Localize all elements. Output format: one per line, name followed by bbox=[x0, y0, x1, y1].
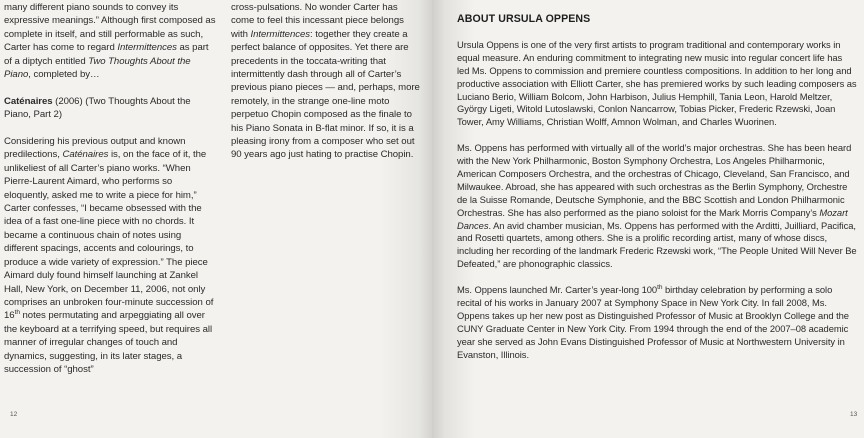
paragraph: Ms. Oppens launched Mr. Carter’s year-long 100th birthday celebration by performing a solo recital of his works in January 2007 at Symphony Space in New York City. In fall 2008, Ms. Oppens takes up her new post as Distinguished Professor of Music at Brooklyn College and the CUNY Graduate Center in New York City. From 1994 through the end of the 2007–08 academic year she served as John Evans Distinguished Professor of Music at Northwestern University in Evanston, Illinois. bbox=[457, 284, 849, 360]
section-heading: ABOUT URSULA OPPENS bbox=[457, 13, 591, 25]
paragraph: cross-pulsations. No wonder Carter has come to feel this incessant piece belongs with Intermittences: together they create a perfect balance of opposites. Yet there are precedents in the toccata-writing that intermittently dash through all of Carter’s previous piano pieces — and, perhaps, more remotely, in the strange one-line moto perpetuo Chopin composed as the finale to his Piano Sonata in B-flat minor. If so, it is a pleasing irony from a composer who set out 90 years ago just hating to practise Chopin. bbox=[231, 2, 420, 161]
paragraph: many different piano sounds to convey its expressive meanings.” Although first composed as complete in itself, and still performable as such, Carter has come to regard Intermittences as part of a diptych entitled Two Thoughts About the Piano, completed by… bbox=[4, 2, 216, 81]
section-subheading: Caténaires (2006) (Two Thoughts About the Piano, Part 2) bbox=[4, 95, 191, 121]
page-number: 12 bbox=[10, 411, 18, 418]
paragraph: Considering his previous output and known predilections, Caténaires is, on the face of it, the unlikeliest of all Carter’s piano works. “When Pierre-Laurent Aimard, who performs so eloquently, asked me to write a piece for him,” Carter confesses, “I became obsessed with the idea of a fast one-line piece with no chords. It became a continuous chain of notes using different spacings, accents and colourings, to produce a wide variety of expression.” The piece Aimard duly found himself launching at Zankel Hall, New York, on December 11, 2006, not only comprises an unbroken four-minute succession of 16th notes permutating and arpeggiating all over the keyboard at a terrifying speed, but requires all manner of irregular changes of touch and dynamics, suggesting, in its later stages, a succession of “ghost” bbox=[4, 136, 214, 375]
paragraph: Ursula Oppens is one of the very first artists to program traditional and contemporary works in equal measure. An enduring commitment to integrating new music into regular concert life has led Ms. Oppens to commission and premiere countless compositions. In addition to her long and productive association with Elliott Carter, she has premiered works by such leading composers as Luciano Berio, William Bolcom, John Harbison, Julius Hemphill, Tania Leon, Harold Meltzer, György Ligeti, Witold Lutoslawski, Conlon Nancarrow, Tobias Picker, Frederic Rzewski, Joan Tower, Amy Williams, Christian Wolff, Amnon Wolman, and Charles Wuorinen. bbox=[457, 38, 857, 128]
paragraph: Ms. Oppens has performed with virtually all of the world’s major orchestras. She has been heard with the New York Philharmonic, Boston Symphony Orchestra, Los Angeles Philharmonic, American Composers Orchestra, and the orchestras of Chicago, Cleveland, San Francisco, and Milwaukee. Abroad, she has appeared with such orchestras as the Berlin Symphony, Orchestre de la Suisse Romande, Deutsche Symphonie, and the BBC Scottish and London Philharmonic Orchestras. She has also performed as the piano soloist for the Mark Morris Company’s Mozart Dances. An avid chamber musician, Ms. Oppens has performed with the Arditti, Juilliard, Pacifica, and Rosetti quartets, among others. She is a prolific recording artist, many of whose discs, including her recording of the landmark Frederic Rzewski work, “The People United Will Never Be Defeated,” are phonographic classics. bbox=[457, 142, 857, 270]
left-column-1 bbox=[4, 1, 217, 390]
left-column-2 bbox=[231, 1, 421, 175]
page-number: 13 bbox=[850, 411, 858, 418]
right-column bbox=[457, 13, 857, 374]
